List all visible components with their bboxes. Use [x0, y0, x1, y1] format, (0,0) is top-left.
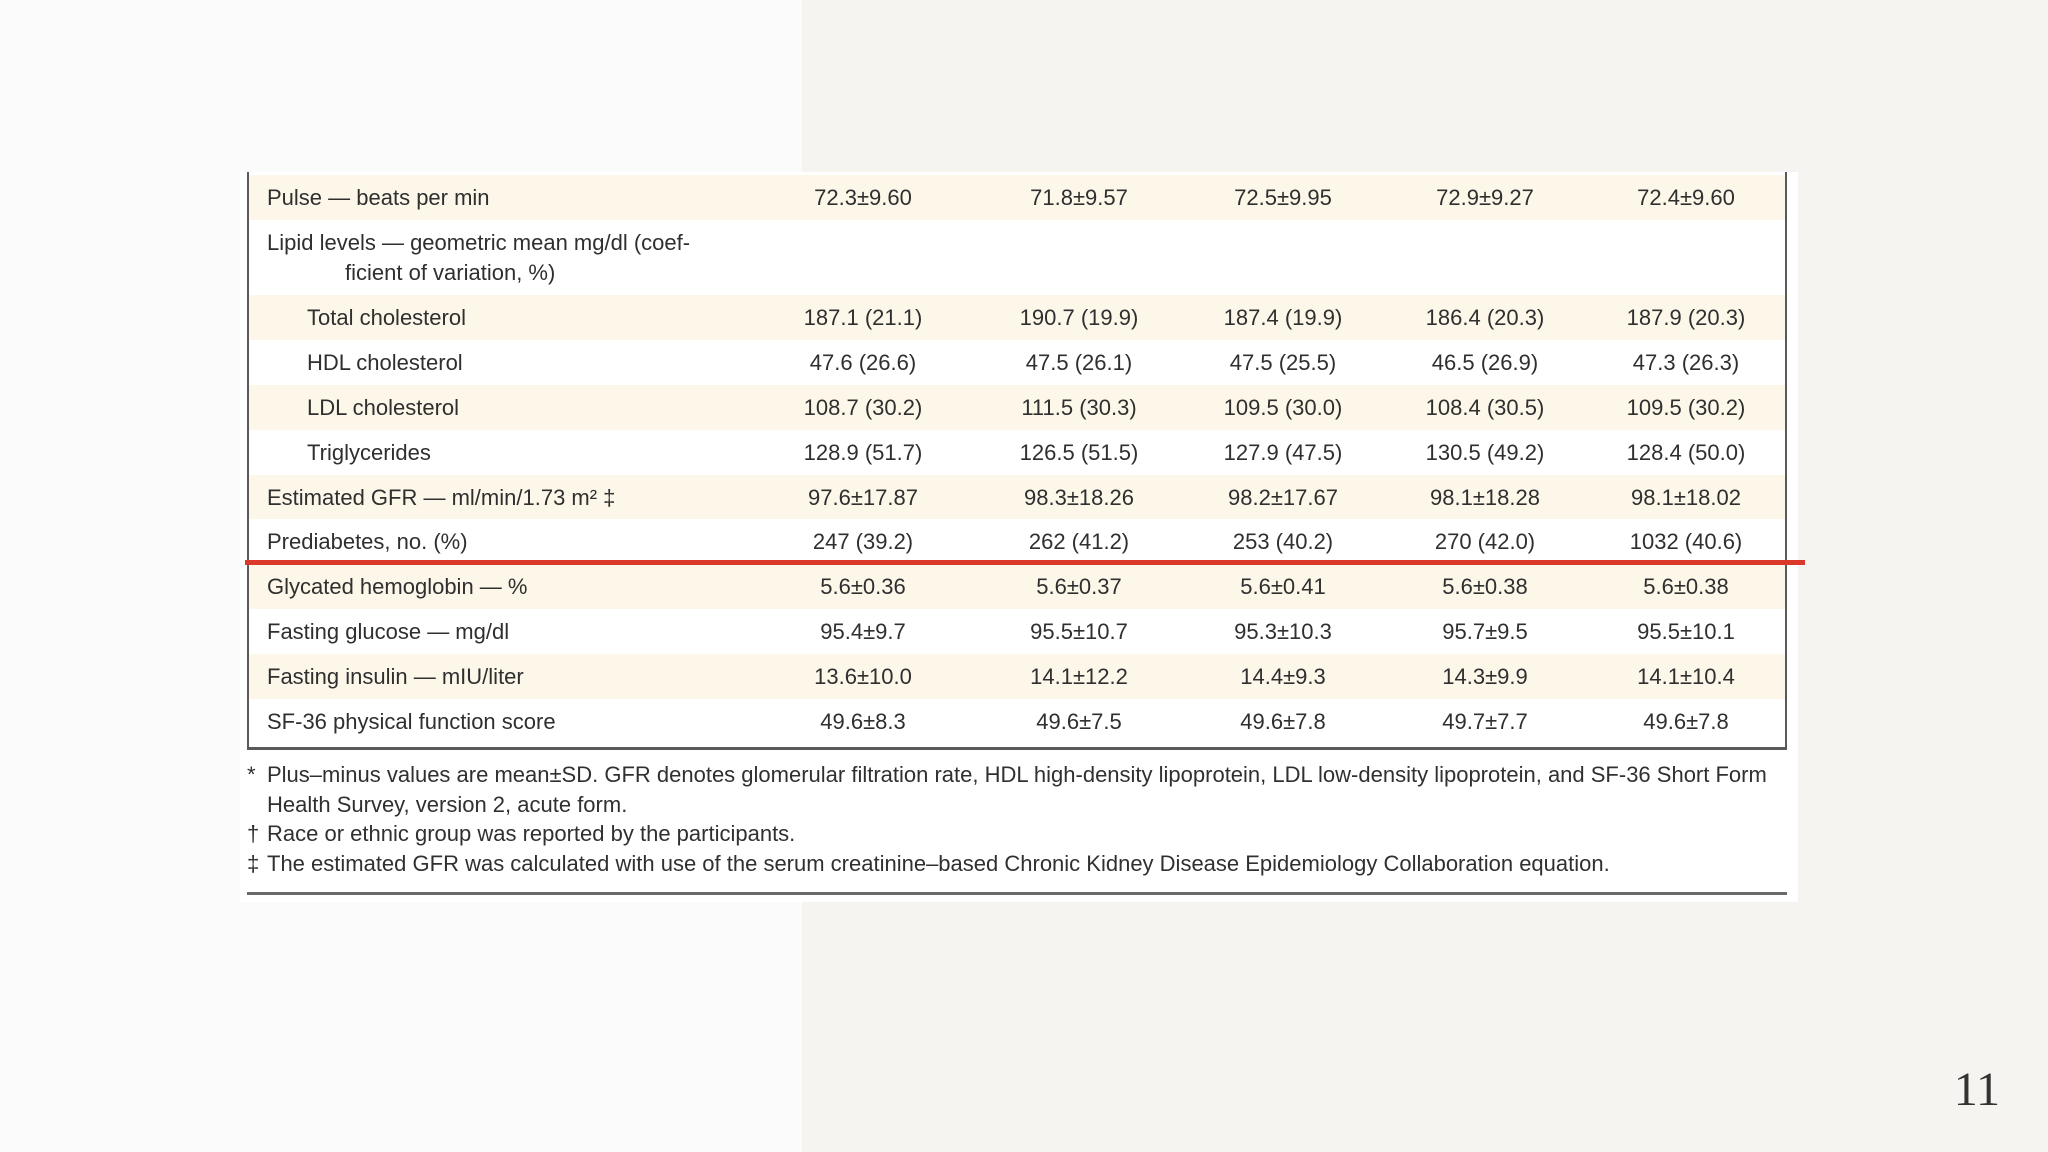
cell: 253 (40.2)	[1232, 528, 1334, 554]
cell: 111.5 (30.3)	[1021, 394, 1137, 420]
cell: 5.6±0.38	[1643, 573, 1729, 599]
cell: 187.4 (19.9)	[1223, 304, 1343, 330]
cell: 47.3 (26.3)	[1632, 349, 1740, 375]
cell: 190.7 (19.9)	[1019, 304, 1139, 330]
cell: 47.6 (26.6)	[809, 349, 917, 375]
row-label-line1: Lipid levels — geometric mean mg/dl (coef-	[267, 230, 691, 255]
cell: 72.3±9.60	[814, 184, 912, 210]
row-label: Fasting insulin — mIU/liter	[267, 663, 524, 689]
row-label: Total cholesterol	[307, 304, 466, 330]
cell: 47.5 (26.1)	[1025, 349, 1133, 375]
row-label: Glycated hemoglobin — %	[267, 573, 528, 599]
cell: 98.2±17.67	[1228, 484, 1338, 510]
row-label: Prediabetes, no. (%)	[267, 528, 468, 554]
cell: 262 (41.2)	[1028, 528, 1130, 554]
cell: 97.6±17.87	[808, 484, 918, 510]
cell: 5.6±0.37	[1036, 573, 1122, 599]
cell: 187.1 (21.1)	[803, 304, 923, 330]
cell: 247 (39.2)	[812, 528, 914, 554]
cell: 14.4±9.3	[1240, 663, 1326, 689]
row-label: Estimated GFR — ml/min/1.73 m² ‡	[267, 484, 616, 510]
cell: 13.6±10.0	[814, 663, 912, 689]
cell: 95.4±9.7	[820, 618, 906, 644]
cell: 95.3±10.3	[1234, 618, 1332, 644]
cell: 108.4 (30.5)	[1425, 394, 1545, 420]
table-border	[247, 172, 1787, 750]
cell: 46.5 (26.9)	[1431, 349, 1539, 375]
cell: 14.1±12.2	[1030, 663, 1128, 689]
row-label-line2: ficient of variation, %)	[345, 260, 556, 285]
footnote	[247, 819, 1787, 849]
cell: 49.7±7.7	[1442, 708, 1528, 734]
cell: 128.9 (51.7)	[803, 439, 923, 465]
footnote	[247, 760, 1787, 819]
cell: 187.9 (20.3)	[1626, 304, 1746, 330]
footnote-mark: *	[247, 762, 256, 787]
cell: 98.3±18.26	[1024, 484, 1134, 510]
cell: 95.5±10.7	[1030, 618, 1128, 644]
cell: 49.6±7.5	[1036, 708, 1122, 734]
cell: 270 (42.0)	[1434, 528, 1536, 554]
footnote-text: Plus–minus values are mean±SD. GFR denotes glomerular filtration rate, HDL high-density lipoprotein, LDL low-density lipoprotein, and SF-36 Short Form Health Survey, version 2, acute form.	[267, 762, 1767, 817]
cell: 98.1±18.02	[1631, 484, 1741, 510]
cell: 72.5±9.95	[1234, 184, 1332, 210]
table-footnotes	[247, 760, 1787, 878]
cell: 71.8±9.57	[1030, 184, 1128, 210]
footnote	[247, 849, 1787, 879]
footnote-text: The estimated GFR was calculated with use of the serum creatinine–based Chronic Kidney Disease Epidemiology Collaboration equation.	[267, 850, 1610, 876]
cell: 126.5 (51.5)	[1019, 439, 1139, 465]
cell: 95.7±9.5	[1442, 618, 1528, 644]
row-label: SF-36 physical function score	[267, 708, 556, 734]
cell: 72.9±9.27	[1436, 184, 1534, 210]
footnote-text: Race or ethnic group was reported by the participants.	[267, 821, 796, 846]
cell: 5.6±0.38	[1442, 573, 1528, 599]
cell: 98.1±18.28	[1430, 484, 1540, 510]
row-label: Fasting glucose — mg/dl	[267, 618, 510, 644]
row-label: LDL cholesterol	[307, 394, 460, 420]
cell: 14.1±10.4	[1637, 663, 1735, 689]
footnote-mark: †	[247, 821, 260, 846]
footnote-bottom-rule	[247, 892, 1787, 895]
cell: 108.7 (30.2)	[803, 394, 923, 420]
cell: 109.5 (30.2)	[1626, 394, 1746, 420]
cell: 95.5±10.1	[1637, 618, 1735, 644]
cell: 127.9 (47.5)	[1223, 439, 1343, 465]
cell: 72.4±9.60	[1637, 184, 1735, 210]
row-label: Pulse — beats per min	[267, 184, 490, 210]
row-label: Triglycerides	[307, 439, 431, 465]
cell: 47.5 (25.5)	[1229, 349, 1337, 375]
cell: 49.6±7.8	[1643, 708, 1729, 734]
cell: 5.6±0.41	[1240, 573, 1326, 599]
cell: 49.6±7.8	[1240, 708, 1326, 734]
cell: 186.4 (20.3)	[1425, 304, 1545, 330]
row-label: HDL cholesterol	[307, 349, 463, 375]
cell: 109.5 (30.0)	[1223, 394, 1343, 420]
footnote-mark: ‡	[247, 850, 260, 876]
cell: 49.6±8.3	[820, 708, 906, 734]
cell: 130.5 (49.2)	[1425, 439, 1545, 465]
cell: 5.6±0.36	[820, 573, 906, 599]
cell: 128.4 (50.0)	[1626, 439, 1746, 465]
page-number: 11	[1953, 1063, 2000, 1116]
cell: 14.3±9.9	[1442, 663, 1528, 689]
highlight-divider-line	[245, 560, 1805, 565]
cell: 1032 (40.6)	[1629, 528, 1743, 554]
